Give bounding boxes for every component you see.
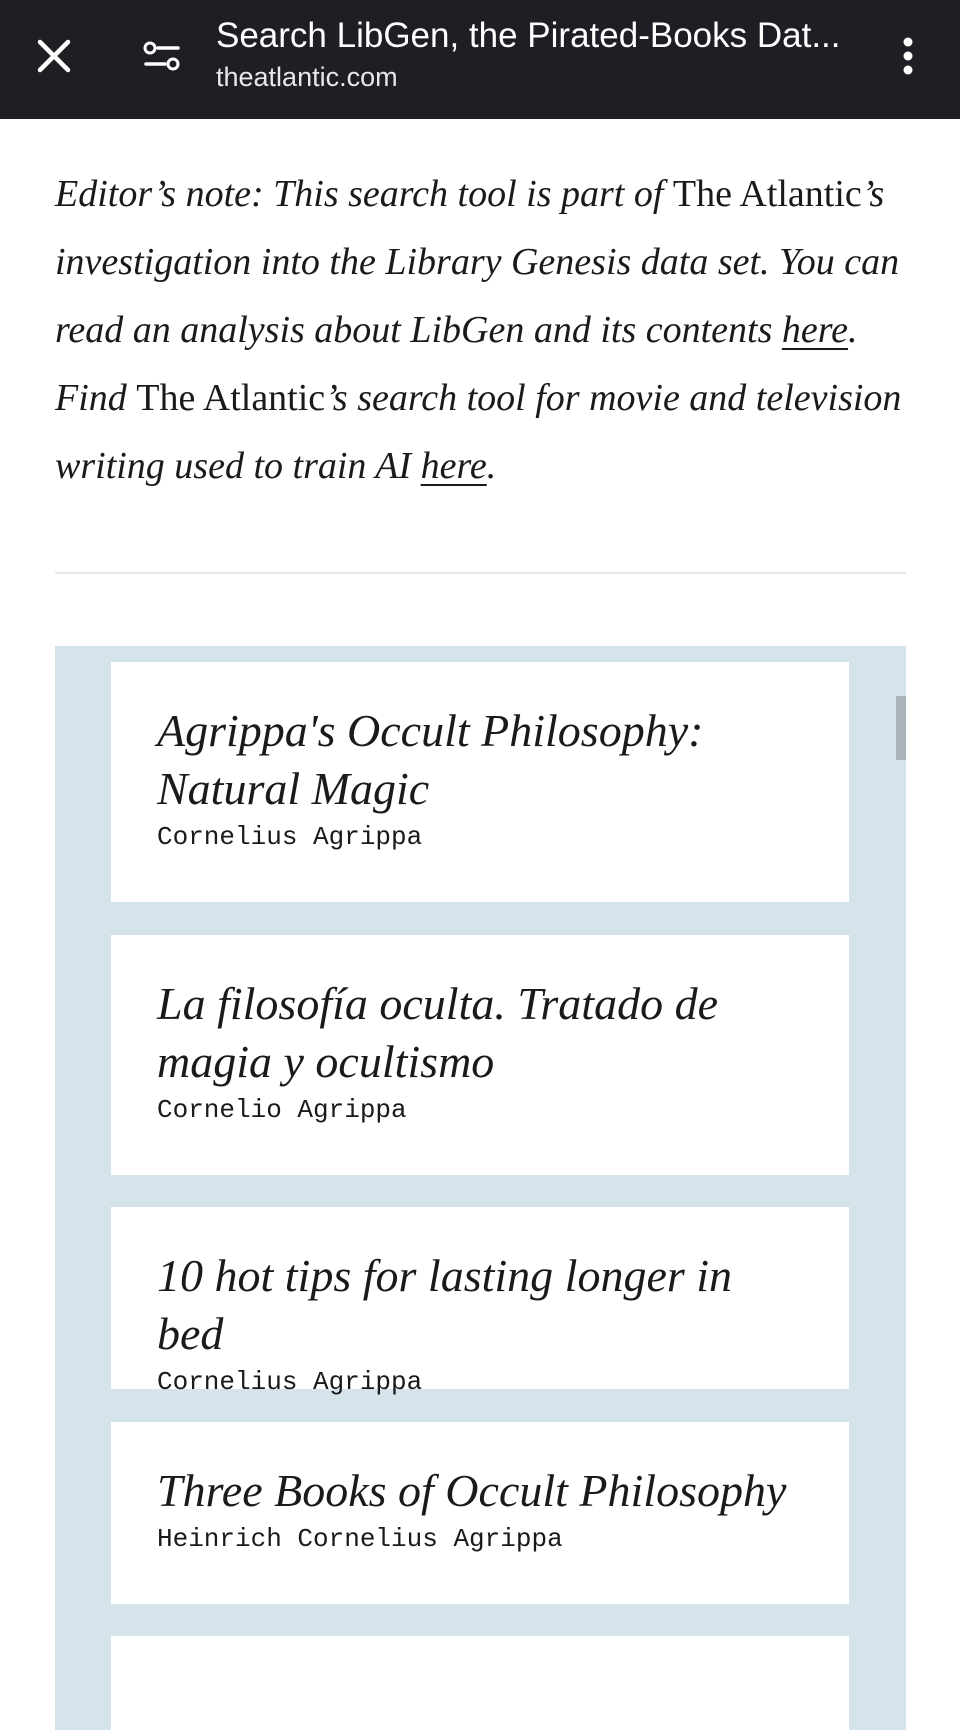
browser-toolbar bbox=[0, 0, 960, 119]
close-button[interactable] bbox=[26, 28, 82, 84]
note-text: Editor’s note: This search tool is part of bbox=[55, 173, 673, 215]
more-options-button[interactable] bbox=[880, 28, 936, 84]
page-title-block[interactable] bbox=[216, 14, 856, 94]
page-title: Search LibGen, the Pirated-Books Dat... bbox=[216, 16, 841, 55]
book-author: Cornelius Agrippa bbox=[157, 822, 423, 852]
page-url: theatlantic.com bbox=[216, 62, 398, 92]
note-text: . bbox=[486, 445, 497, 487]
note-text: . Find bbox=[55, 309, 858, 419]
more-vert-icon bbox=[902, 36, 914, 76]
movie-tv-search-link[interactable]: here bbox=[420, 445, 487, 487]
publication-name: The Atlantic bbox=[136, 377, 326, 419]
book-author: Heinrich Cornelius Agrippa bbox=[157, 1524, 563, 1554]
close-icon bbox=[37, 39, 71, 73]
note-text: ’s investigation into the Library Genesis data set. You can read an analysis about LibGen and its contents bbox=[55, 173, 900, 351]
result-card[interactable] bbox=[111, 1207, 849, 1397]
page-settings-button[interactable] bbox=[134, 28, 190, 84]
book-author: Cornelio Agrippa bbox=[157, 1095, 407, 1125]
book-title: La filosofía oculta. Tratado de magia y ocultismo bbox=[157, 978, 719, 1087]
scrollbar-thumb[interactable] bbox=[896, 696, 906, 760]
result-card[interactable] bbox=[111, 1422, 849, 1604]
publication-name: The Atlantic bbox=[672, 173, 862, 215]
note-text: ’s search tool for movie and television writing used to train AI bbox=[55, 377, 902, 487]
search-results-list[interactable] bbox=[55, 646, 906, 1730]
page-settings-icon bbox=[143, 40, 181, 72]
analysis-link[interactable]: here bbox=[781, 309, 849, 351]
result-card[interactable] bbox=[111, 935, 849, 1175]
book-title: 10 hot tips for lasting longer in bed bbox=[157, 1250, 733, 1359]
book-author: Cornelius Agrippa bbox=[157, 1367, 423, 1397]
result-card[interactable] bbox=[111, 662, 849, 902]
divider bbox=[55, 572, 906, 574]
editors-note bbox=[55, 160, 905, 500]
book-title: Agrippa's Occult Philosophy: Natural Magic bbox=[157, 705, 704, 814]
result-card[interactable] bbox=[111, 1636, 849, 1730]
book-title: Three Books of Occult Philosophy bbox=[157, 1465, 787, 1516]
